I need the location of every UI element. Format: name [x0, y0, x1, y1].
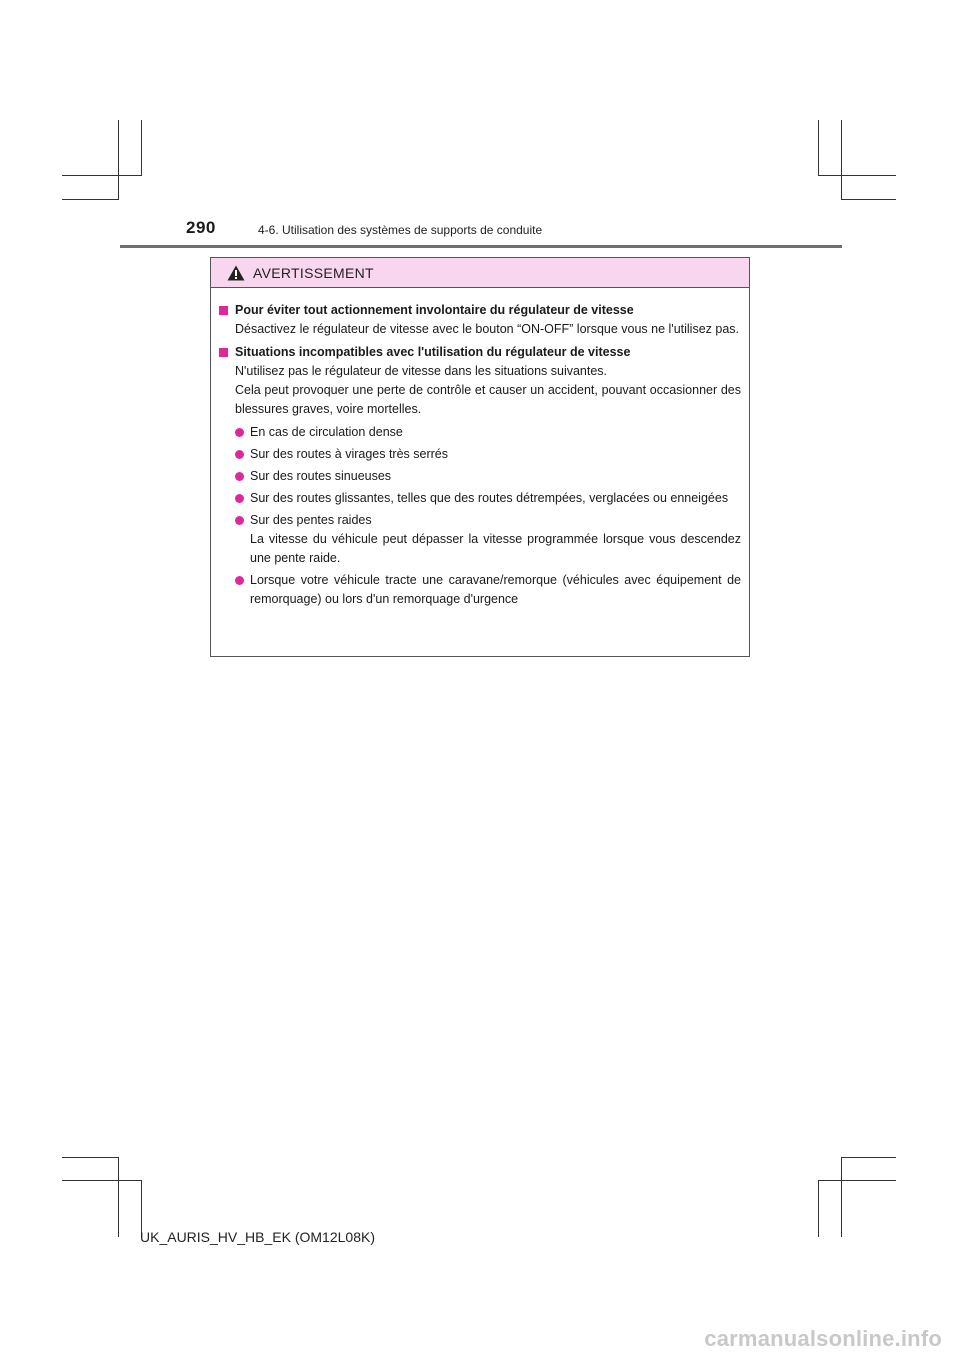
round-bullet-icon [235, 516, 244, 525]
list-item-text: Lorsque votre véhicule tracte une caravane/remorque (véhicules avec équipement de remorquage) ou lors d'un remorquage d'urgence [250, 573, 741, 606]
section-title: 4-6. Utilisation des systèmes de supports de conduite [258, 223, 543, 237]
warning-header [211, 258, 749, 288]
warning-title: AVERTISSEMENT [253, 264, 374, 281]
crop-mark [841, 199, 896, 200]
paragraph: Désactivez le régulateur de vitesse avec le bouton “ON-OFF” lorsque vous ne l'utilisez pas. [235, 322, 740, 336]
list-item-subtext: La vitesse du véhicule peut dépasser la vitesse programmée lorsque vous descendez une pente raide. [250, 532, 741, 565]
warning-item-heading [219, 301, 741, 320]
list-item [235, 571, 741, 609]
crop-mark [841, 1157, 842, 1237]
paragraph: Cela peut provoquer une perte de contrôle et causer un accident, pouvant occasionner des blessures graves, voire mortelles. [235, 383, 741, 416]
crop-mark [818, 1180, 896, 1181]
list-item [235, 489, 741, 508]
list-item [235, 467, 741, 486]
list-item [235, 445, 741, 464]
crop-mark [141, 120, 142, 176]
list-item [235, 511, 741, 568]
round-bullet-icon [235, 450, 244, 459]
square-bullet-icon [219, 306, 228, 315]
list-item-text: En cas de circulation dense [250, 425, 403, 439]
crop-mark [818, 120, 819, 176]
warning-triangle-icon [227, 265, 245, 281]
list-item-text: Sur des routes glissantes, telles que des routes détrempées, verglacées ou enneigées [250, 491, 729, 505]
list-item [235, 423, 741, 442]
crop-mark [841, 120, 842, 200]
list-item-text: Sur des pentes raides [250, 513, 372, 527]
footer-doc-id: UK_AURIS_HV_HB_EK (OM12L08K) [140, 1229, 375, 1245]
crop-mark [62, 1180, 142, 1181]
list-item-text: Sur des routes sinueuses [250, 469, 392, 483]
watermark: carmanualsonline.info [704, 1326, 942, 1351]
warning-box [210, 257, 750, 657]
crop-mark [118, 1157, 119, 1237]
crop-mark [818, 1180, 819, 1237]
crop-mark [62, 199, 118, 200]
paragraph: N'utilisez pas le régulateur de vitesse dans les situations suivantes. [235, 364, 608, 378]
heading-text: Pour éviter tout actionnement involontaire du régulateur de vitesse [235, 303, 634, 317]
square-bullet-icon [219, 348, 228, 357]
heading-text: Situations incompatibles avec l'utilisation du régulateur de vitesse [235, 345, 631, 359]
crop-mark [62, 1157, 118, 1158]
list-item-text: Sur des routes à virages très serrés [250, 447, 448, 461]
round-bullet-icon [235, 472, 244, 481]
round-bullet-icon [235, 494, 244, 503]
round-bullet-icon [235, 576, 244, 585]
header-rule [120, 245, 842, 248]
round-bullet-icon [235, 428, 244, 437]
warning-body [211, 288, 749, 609]
list-item-content [250, 511, 741, 568]
crop-mark [62, 175, 142, 176]
crop-mark [841, 1157, 896, 1158]
crop-mark [818, 175, 896, 176]
crop-mark [118, 120, 119, 200]
warning-item-heading [219, 343, 741, 362]
page-number: 290 [186, 218, 216, 237]
